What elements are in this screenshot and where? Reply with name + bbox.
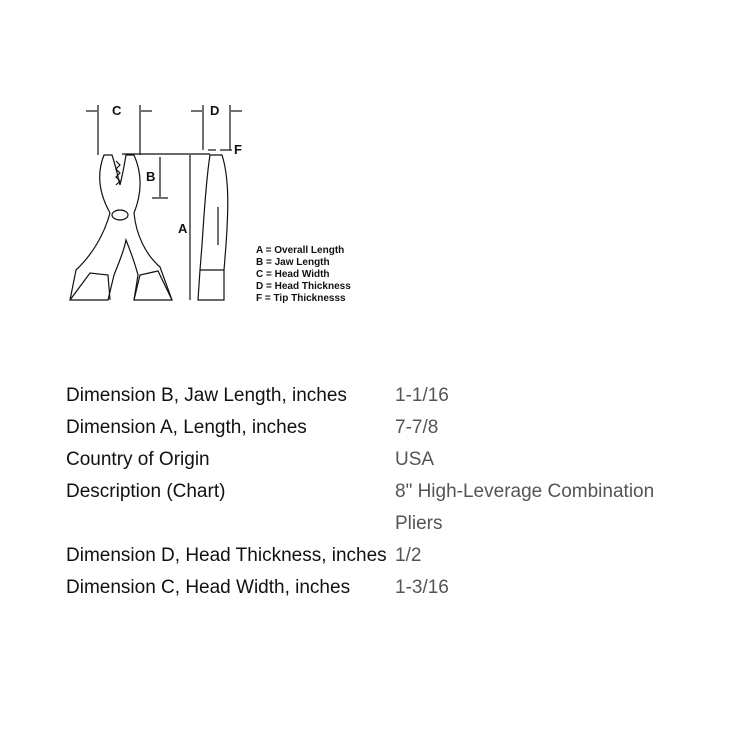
spec-row-head-width [66,572,686,604]
legend-line-f: F = Tip Thicknesss [256,293,346,304]
label-f: F [234,142,242,157]
pivot-rivet [112,210,128,220]
spec-value: 7-7/8 [395,417,439,438]
spec-label: Dimension D, Head Thickness, inches [66,545,387,566]
spec-row-description [66,476,686,540]
label-a: A [178,221,188,236]
spec-value: USA [395,449,435,470]
spec-row-jaw-length [66,380,686,412]
pliers-dimension-diagram [60,95,380,310]
label-d: D [210,103,220,118]
spec-label: Dimension B, Jaw Length, inches [66,385,347,406]
legend-line-a: A = Overall Length [256,245,345,256]
left-grip [70,273,110,300]
spec-row-length [66,412,686,444]
dimension-legend [256,245,351,304]
pliers-drawing [60,95,380,310]
pliers-side-outline [198,155,228,300]
label-b: B [146,169,156,184]
label-c: C [112,103,122,118]
legend-line-d: D = Head Thickness [256,281,351,292]
spec-value: 1/2 [395,545,422,566]
spec-value: 1-3/16 [395,577,449,598]
spec-label: Dimension A, Length, inches [66,417,307,438]
spec-row-country-of-origin [66,444,686,476]
spec-label: Country of Origin [66,449,210,470]
spec-value: 8" High-Leverage Combination Pliers [395,481,655,534]
spec-value: 1-1/16 [395,385,449,406]
pliers-front-outline [70,155,172,300]
legend-line-b: B = Jaw Length [256,257,330,268]
spec-label: Dimension C, Head Width, inches [66,577,351,598]
legend-line-c: C = Head Width [256,269,330,280]
spec-row-head-thickness [66,540,686,572]
specifications-table [66,380,686,604]
spec-label: Description (Chart) [66,481,226,502]
